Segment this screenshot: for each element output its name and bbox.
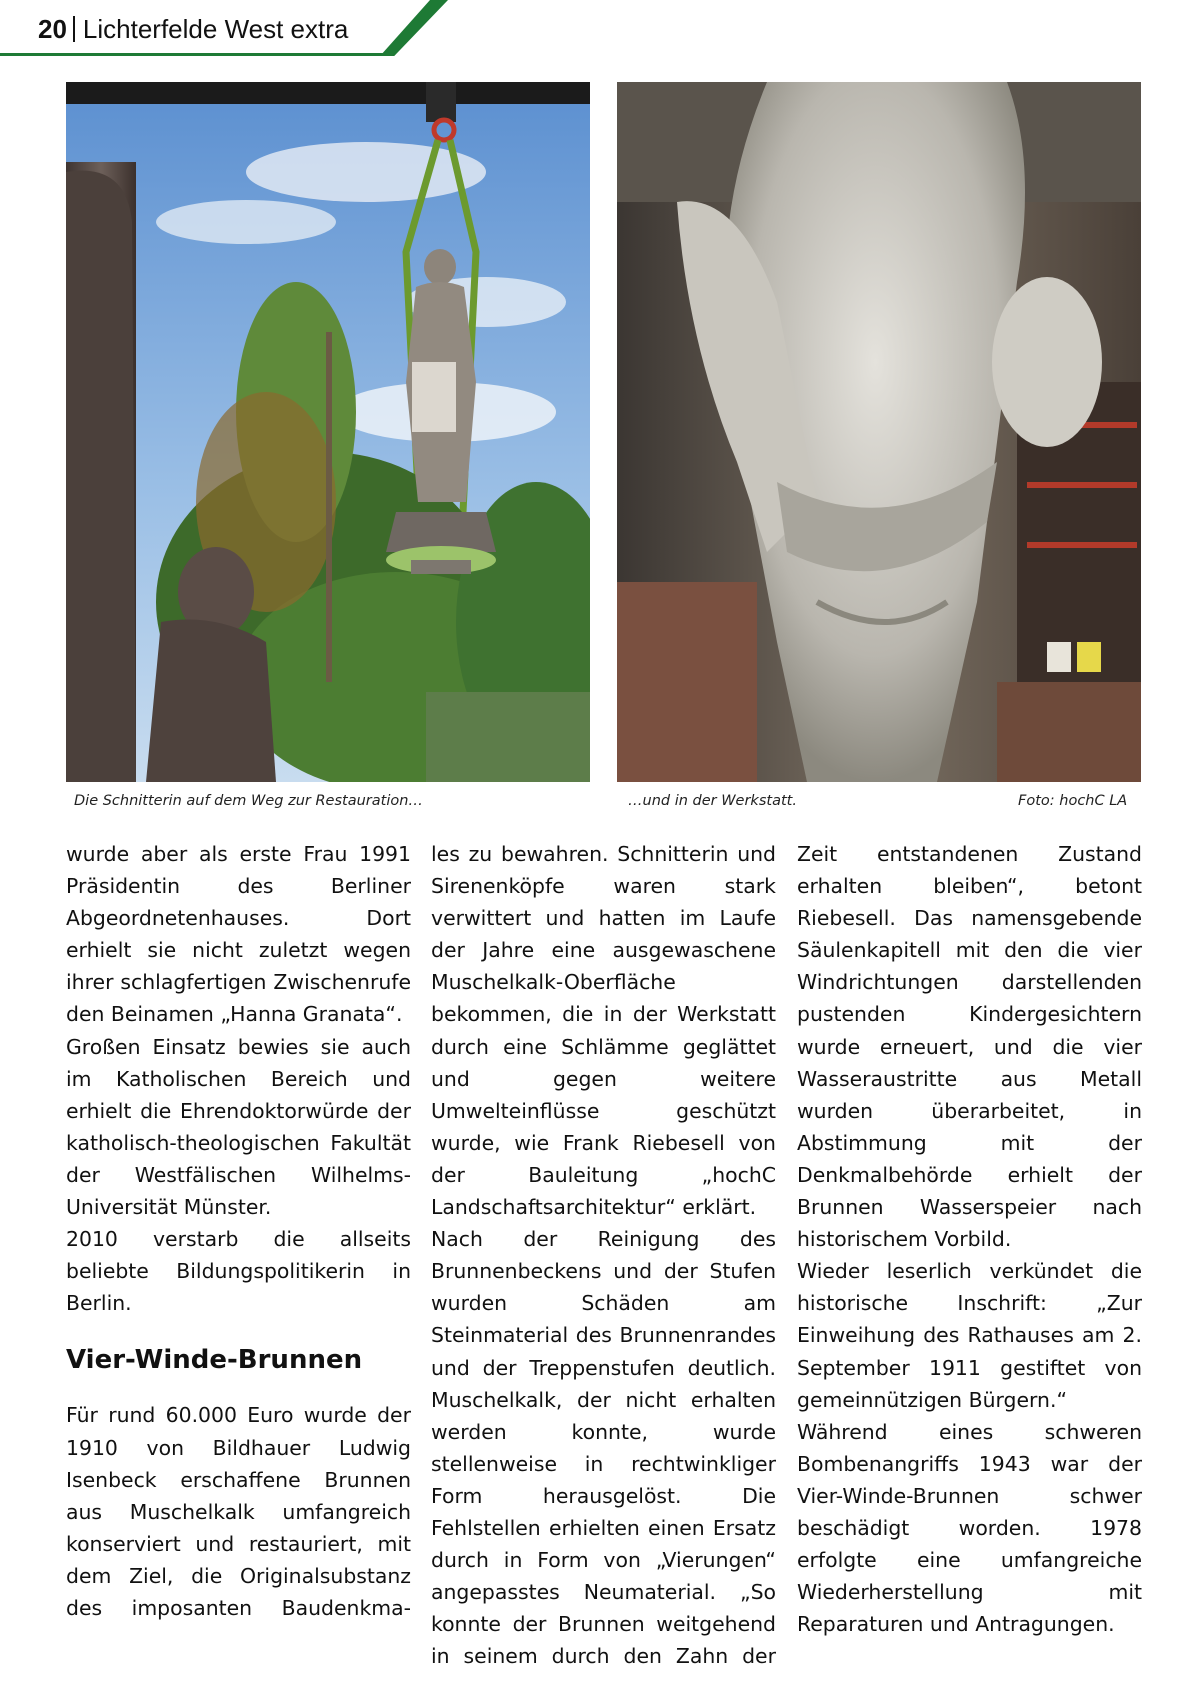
workshop-statue-illustration [617,82,1141,782]
article-column-3 [797,838,1142,1640]
paragraph: wurde aber als erste Frau 1991 Präsidentin des Berliner Abgeordnetenhauses. Dort erhielt sie nicht zuletzt wegen ihrer schlagfertigen Zwischenrufe den Beinamen „Hanna Granata“. [66,842,411,1027]
paragraph: 2010 verstarb die allseits beliebte Bildungspolitikerin in Berlin. [66,1227,411,1316]
section-heading: Vier-Winde-Brunnen [66,1345,363,1376]
crane-lift-illustration [66,82,590,782]
section-title: Lichterfelde West extra [82,13,349,44]
paragraph: Nach der Reinigung des Brunnenbeckens und der Stufen wurden Schäden am Steinmaterial des Brunnenrandes und der Treppenstufen deutlich. Muschelkalk, der nicht erhalten werden konnte, wurde stellenweise in rechtwinkliger Form herausgelöst. Die Fehlstellen erhielten einen Ersatz durch in Form von „Vierungen“ angepasstes Neumaterial. „So konnte der Brunnen weitgehend in seinem durch den Zahn der [431,1227,776,1669]
photo-credit: Foto: hochC LA [1018,793,1128,809]
paragraph: Während eines schweren Bombenangriffs 1943 war der Vier-Winde-Brunnen schwer beschädigt worden. 1978 erfolgte eine umfangreiche Wiederherstellung mit Reparaturen und Antragungen. [797,1419,1142,1637]
article-column-1 [66,838,411,1624]
right-photo-caption: …und in der Werkstatt. [628,793,797,809]
article-column-2 [431,838,776,1672]
header-divider [73,16,75,42]
page-number: 20 [38,13,67,44]
left-photo-caption: Die Schnitterin auf dem Weg zur Restauration… [74,793,423,809]
photo-statue-lifted [66,82,590,782]
paragraph: Wieder leserlich verkündet die historische Inschrift: „Zur Einweihung des Rathauses am 2. September 1911 gestiftet von gemeinnützigen Bürgern.“ [797,1259,1142,1412]
photo-statue-workshop [617,82,1141,782]
paragraph: les zu bewahren. Schnitterin und Sirenenköpfe waren stark verwittert und hatten im Laufe der Jahre eine ausgewaschene Muschelkalk-Oberfläche bekommen, die in der Werkstatt durch eine Schlämme geglättet und gegen weitere Umwelteinflüsse geschützt wurde, wie Frank Riebesell von der Bauleitung „hochC Landschaftsarchitektur“ erklärt. [431,842,776,1220]
paragraph: Für rund 60.000 Euro wurde der 1910 von Bildhauer Ludwig Isenbeck erschaffene Brunnen aus Muschelkalk umfangreich konserviert und restauriert, mit dem Ziel, die Originalsubstanz des imposanten Baudenkma- [66,1403,411,1620]
paragraph: Zeit entstandenen Zustand erhalten bleiben“, betont Riebesell. Das namensgebende Säulenkapitell mit den die vier Windrichtungen darstellenden pustenden Kindergesichtern wurde erneuert, und die vier Wasseraustritte aus Metall wurden überarbeitet, in Abstimmung mit der Denkmalbehörde erhielt der Brunnen Wasserspeier nach historischem Vorbild. [797,842,1142,1252]
paragraph: Großen Einsatz bewies sie auch im Katholischen Bereich und erhielt die Ehrendoktorwürde der katholisch-theologischen Fakultät der Westfälischen Wilhelms-Universität Münster. [66,1034,411,1220]
page-header [38,12,348,46]
